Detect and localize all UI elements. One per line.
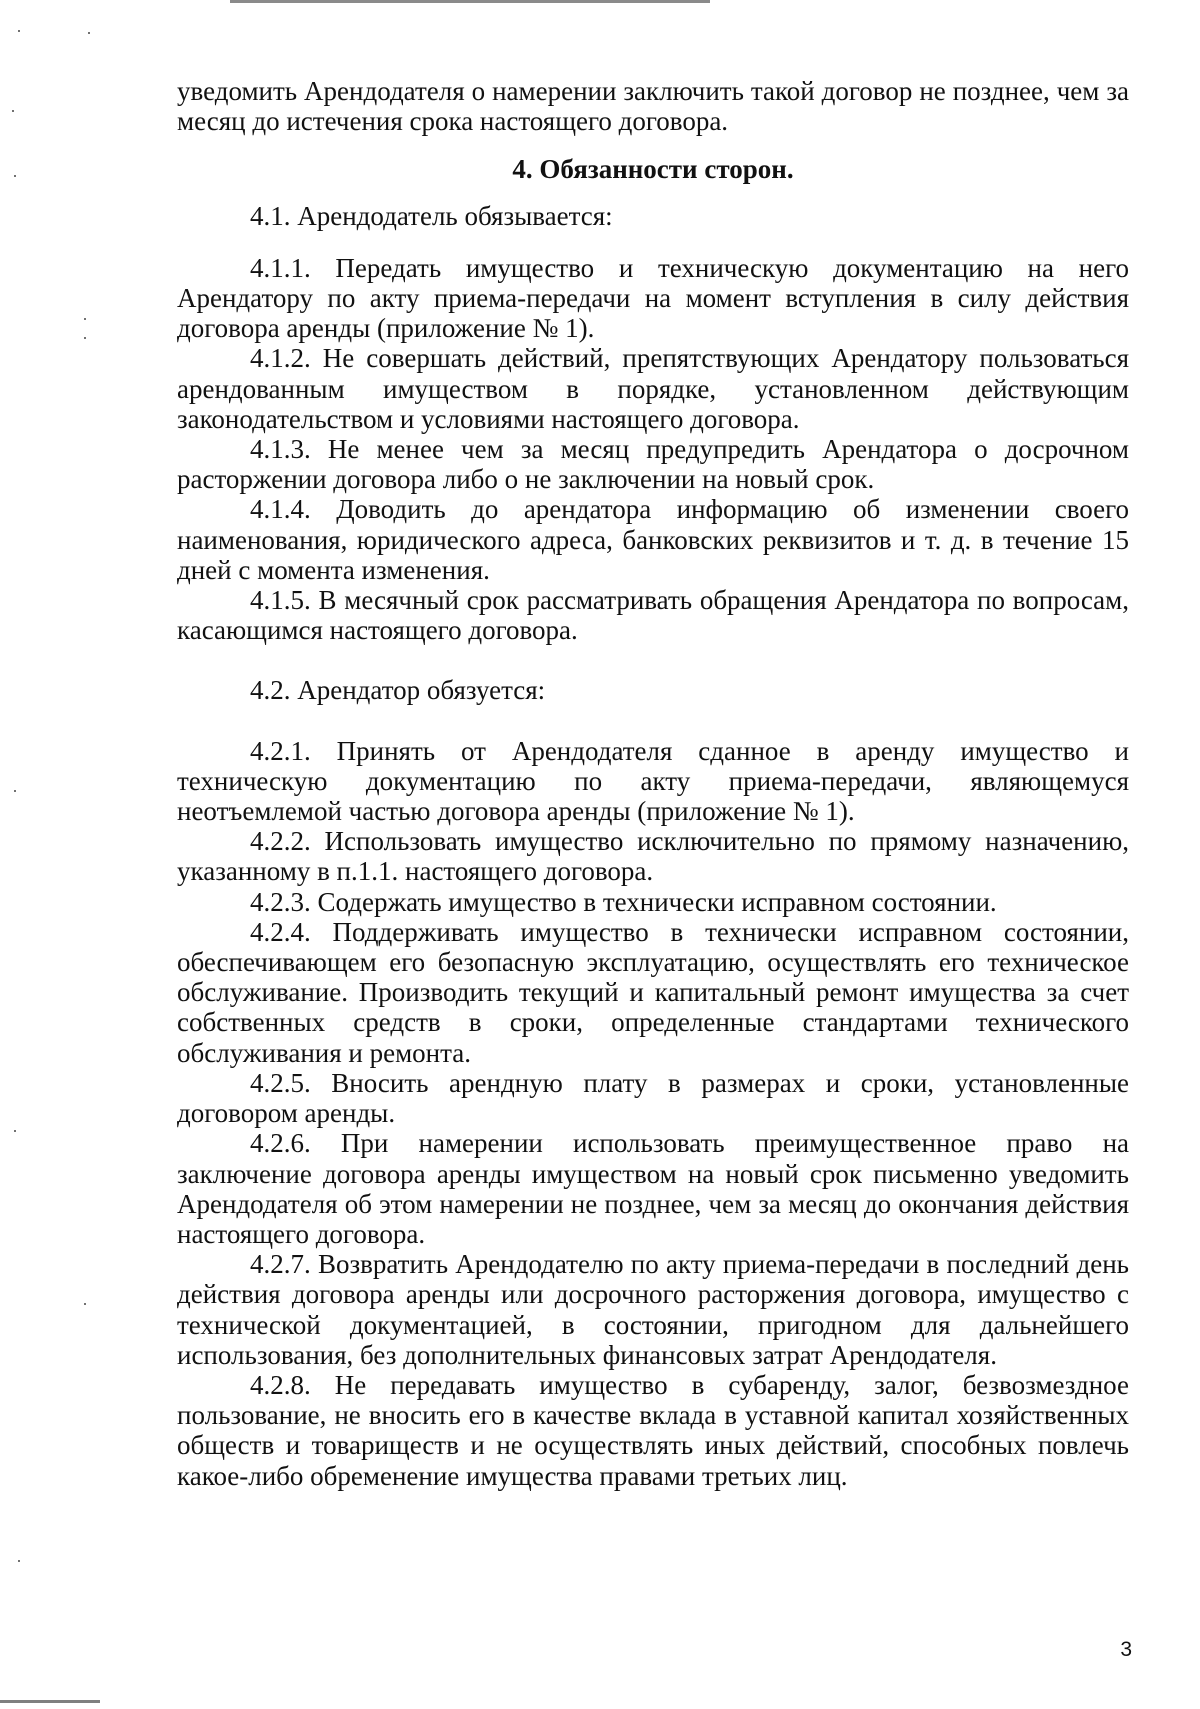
- tenant-heading: 4.2. Арендатор обязуется:: [250, 675, 546, 706]
- clause-4-1-5: 4.1.5. В месячный срок рассматривать обращения Арендатора по вопросам, касающимся настоящего договора.: [177, 585, 1129, 646]
- scan-speck: [12, 110, 14, 112]
- clause-4-2-6: 4.2.6. При намерении использовать преимущественное право на заключение договора аренды имуществом на новый срок письменно уведомить Арендодателя об этом намерении не позднее, чем за месяц до окончания действия настоящего договора.: [177, 1128, 1129, 1249]
- scan-speck: [88, 32, 90, 34]
- scan-speck: [84, 318, 86, 320]
- clause-4-1-3: 4.1.3. Не менее чем за месяц предупредить Арендатора о досрочном расторжении договора либо о не заключении на новый срок.: [177, 434, 1129, 495]
- clause-4-1-2: 4.1.2. Не совершать действий, препятствующих Арендатору пользоваться арендованным имуществом в порядке, установленном действующим законодательством и условиями настоящего договора.: [177, 343, 1129, 434]
- landlord-heading: 4.1. Арендодатель обязывается:: [250, 200, 613, 231]
- scan-speck: [14, 790, 16, 792]
- scan-edge-bottom: [0, 1700, 100, 1703]
- intro-paragraph: уведомить Арендодателя о намерении заключить такой договор не позднее, чем за месяц до истечения срока настоящего договора.: [177, 76, 1129, 137]
- clause-4-1-4: 4.1.4. Доводить до арендатора информацию об изменении своего наименования, юридического адреса, банковских реквизитов и т. д. в течение 15 дней с момента изменения.: [177, 494, 1129, 585]
- scan-speck: [84, 337, 86, 339]
- clause-4-2-1: 4.2.1. Принять от Арендодателя сданное в аренду имущество и техническую документацию по акту приема-передачи, являющемуся неотъемлемой частью договора аренды (приложение № 1).: [177, 735, 1129, 827]
- clause-4-1-1: 4.1.1. Передать имущество и техническую документацию на него Арендатору по акту приема-передачи на момент вступления в силу действия договора аренды (приложение № 1).: [177, 252, 1129, 344]
- clause-4-2-7: 4.2.7. Возвратить Арендодателю по акту приема-передачи в последний день действия договора аренды или досрочного расторжения договора, имущество с технической документацией, в состоянии, пригодном для дальнейшего использования, без дополнительных финансовых затрат Арендодателя.: [177, 1249, 1129, 1370]
- clause-4-2-4: 4.2.4. Поддерживать имущество в технически исправном состоянии, обеспечивающем его безопасную эксплуатацию, осуществлять его техническое обслуживание. Производить текущий и капитальный ремонт имущества за счет собственных средств в сроки, определенные стандартами технического обслуживания и ремонта.: [177, 916, 1129, 1068]
- scan-speck: [14, 175, 16, 177]
- clause-4-2-3: 4.2.3. Содержать имущество в технически исправном состоянии.: [250, 886, 997, 917]
- scan-speck: [14, 1130, 16, 1132]
- document-body: [177, 76, 1129, 1491]
- scan-speck: [18, 1560, 20, 1562]
- clause-4-2-2: 4.2.2. Использовать имущество исключительно по прямому назначению, указанному в п.1.1. настоящего договора.: [177, 826, 1129, 887]
- page-number: 3: [1120, 1638, 1132, 1661]
- section-title: 4. Обязанности сторон.: [512, 154, 794, 185]
- scan-edge-top: [230, 0, 710, 3]
- scan-speck: [18, 30, 20, 32]
- clause-4-2-5: 4.2.5. Вносить арендную плату в размерах и сроки, установленные договором аренды.: [177, 1067, 1129, 1129]
- clause-4-2-8: 4.2.8. Не передавать имущество в субаренду, залог, безвозмездное пользование, не вносить его в качестве вклада в уставной капитал хозяйственных обществ и товариществ и не осуществлять иных действий, способных повлечь какое-либо обременение имущества правами третьих лиц.: [177, 1369, 1129, 1491]
- scan-speck: [84, 1303, 86, 1305]
